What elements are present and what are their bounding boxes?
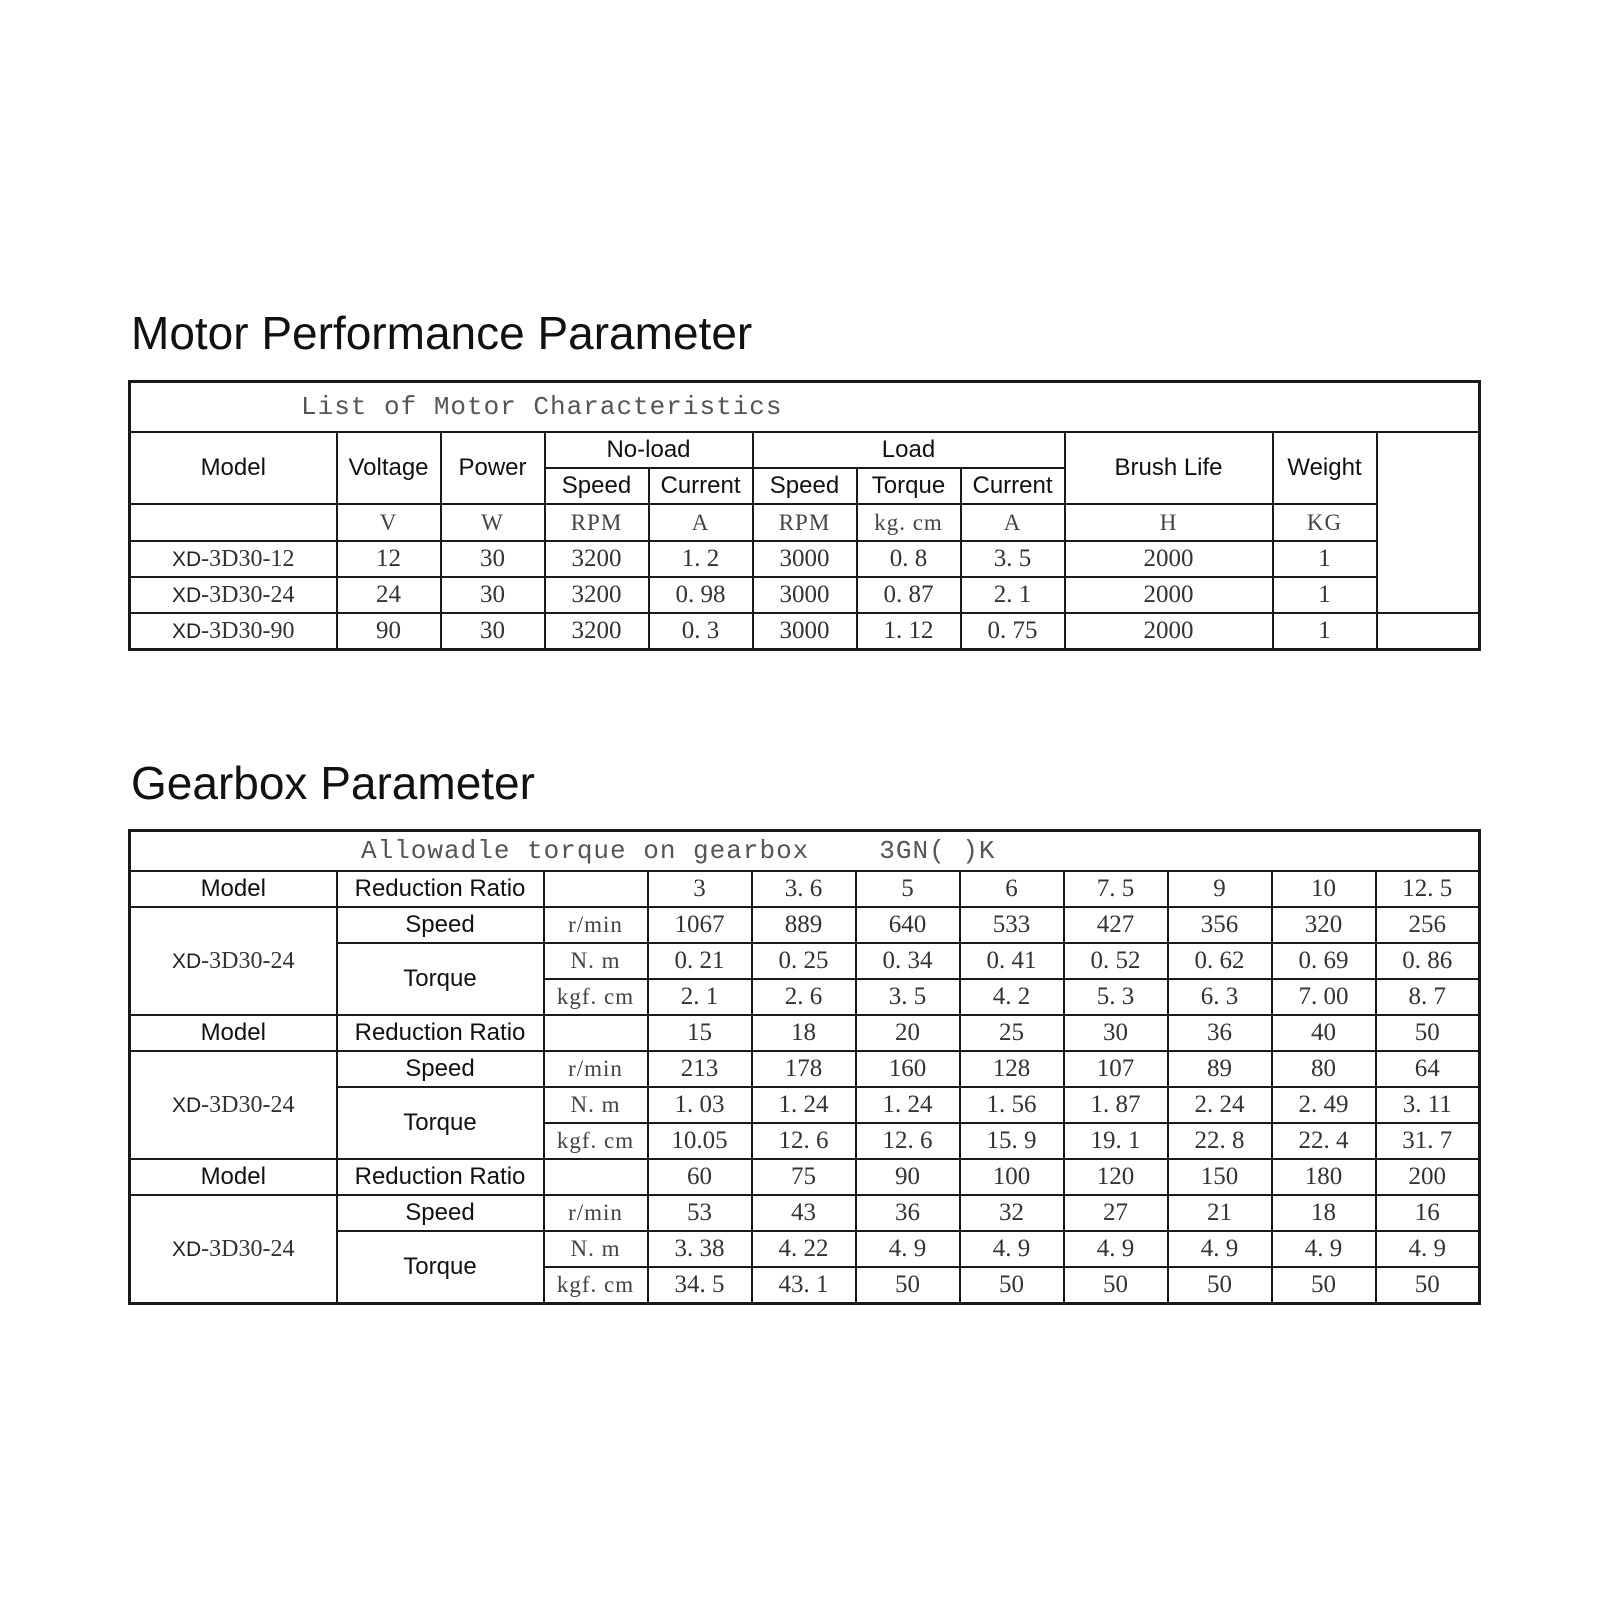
torque-nm-cell: 0. 21 (648, 943, 752, 979)
header-load: Load (753, 432, 1065, 468)
gearbox-table (128, 829, 1481, 1305)
blank-cell (1377, 613, 1480, 650)
ratio-cell: 200 (1376, 1159, 1480, 1195)
speed-cell: 21 (1168, 1195, 1272, 1231)
model-cell (130, 613, 337, 650)
torque-nm-cell: 1. 56 (960, 1087, 1064, 1123)
torque-kgf-cell: 6. 3 (1168, 979, 1272, 1015)
torque-nm-cell: 4. 9 (1376, 1231, 1480, 1267)
speed-cell: 27 (1064, 1195, 1168, 1231)
ratio-cell: 40 (1272, 1015, 1376, 1051)
gearbox-heading: Gearbox Parameter (131, 757, 535, 809)
reduction-ratio-label: Reduction Ratio (337, 1015, 544, 1051)
weight-cell: 1 (1273, 613, 1377, 650)
speed-cell: 889 (752, 907, 856, 943)
noload-current-cell: 0. 3 (649, 613, 753, 650)
noload-current-cell: 1. 2 (649, 541, 753, 577)
speed-cell: 80 (1272, 1051, 1376, 1087)
voltage-cell: 24 (337, 577, 441, 613)
speed-cell: 427 (1064, 907, 1168, 943)
torque-label: Torque (337, 943, 544, 1015)
speed-cell: 32 (960, 1195, 1064, 1231)
model-suffix: -3D30-24 (201, 1235, 295, 1262)
ratio-cell: 9 (1168, 871, 1272, 907)
torque-nm-cell: 0. 25 (752, 943, 856, 979)
motor-table-caption: List of Motor Characteristics (130, 382, 1480, 433)
load-torque-cell: 1. 12 (857, 613, 961, 650)
torque-label: Torque (337, 1087, 544, 1159)
header-voltage: Voltage (337, 432, 441, 504)
torque-kgf-cell: 7. 00 (1272, 979, 1376, 1015)
speed-cell: 43 (752, 1195, 856, 1231)
speed-cell: 256 (1376, 907, 1480, 943)
table-row (130, 541, 1480, 577)
load-torque-cell: 0. 87 (857, 577, 961, 613)
gearbox-table-caption (130, 831, 1480, 872)
speed-cell: 356 (1168, 907, 1272, 943)
torque-kgf-cell: 34. 5 (648, 1267, 752, 1304)
torque-kgf-cell: 12. 6 (752, 1123, 856, 1159)
torque-kgf-cell: 2. 6 (752, 979, 856, 1015)
unit-speed: r/min (544, 1195, 648, 1231)
voltage-cell: 12 (337, 541, 441, 577)
torque-nm-cell: 1. 87 (1064, 1087, 1168, 1123)
torque-nm-cell: 0. 41 (960, 943, 1064, 979)
torque-nm-cell: 4. 9 (1168, 1231, 1272, 1267)
table-row (130, 613, 1480, 650)
ratio-cell: 100 (960, 1159, 1064, 1195)
speed-cell: 89 (1168, 1051, 1272, 1087)
model-label: Model (130, 1159, 337, 1195)
header-noload-speed: Speed (545, 468, 649, 504)
reduction-ratio-row (130, 871, 1480, 907)
torque-kgf-cell: 50 (960, 1267, 1064, 1304)
power-cell: 30 (441, 541, 545, 577)
speed-cell: 36 (856, 1195, 960, 1231)
torque-nm-cell: 2. 49 (1272, 1087, 1376, 1123)
power-cell: 30 (441, 577, 545, 613)
power-cell: 30 (441, 613, 545, 650)
reduction-ratio-label: Reduction Ratio (337, 871, 544, 907)
ratio-cell: 75 (752, 1159, 856, 1195)
torque-kgf-cell: 50 (856, 1267, 960, 1304)
model-prefix: XD (171, 547, 202, 571)
ratio-cell: 20 (856, 1015, 960, 1051)
model-prefix: XD (171, 949, 202, 973)
torque-kgf-cell: 50 (1168, 1267, 1272, 1304)
voltage-cell: 90 (337, 613, 441, 650)
unit-speed: r/min (544, 1051, 648, 1087)
torque-kgf-cell: 2. 1 (648, 979, 752, 1015)
torque-kgf-cell: 43. 1 (752, 1267, 856, 1304)
torque-nm-cell: 4. 22 (752, 1231, 856, 1267)
header-load-torque: Torque (857, 468, 961, 504)
torque-kgf-cell: 31. 7 (1376, 1123, 1480, 1159)
model-prefix: XD (171, 1093, 202, 1117)
weight-cell: 1 (1273, 577, 1377, 613)
speed-row (130, 1195, 1480, 1231)
model-suffix: -3D30-24 (201, 1091, 295, 1118)
torque-kgf-cell: 12. 6 (856, 1123, 960, 1159)
model-label: Model (130, 871, 337, 907)
speed-cell: 320 (1272, 907, 1376, 943)
speed-row (130, 1051, 1480, 1087)
torque-nm-cell: 0. 86 (1376, 943, 1480, 979)
speed-cell: 64 (1376, 1051, 1480, 1087)
ratio-cell: 18 (752, 1015, 856, 1051)
unit-load-torque: kg. cm (857, 504, 961, 541)
torque-kgf-cell: 19. 1 (1064, 1123, 1168, 1159)
weight-cell: 1 (1273, 541, 1377, 577)
torque-nm-cell: 0. 34 (856, 943, 960, 979)
torque-kgf-cell: 22. 4 (1272, 1123, 1376, 1159)
header-noload-current: Current (649, 468, 753, 504)
torque-kgf-cell: 50 (1376, 1267, 1480, 1304)
unit-load-current: A (961, 504, 1065, 541)
header-model: Model (130, 432, 337, 504)
unit-blank (544, 1015, 648, 1051)
load-speed-cell: 3000 (753, 541, 857, 577)
model-cell (130, 907, 337, 1015)
ratio-cell: 180 (1272, 1159, 1376, 1195)
speed-cell: 533 (960, 907, 1064, 943)
header-weight: Weight (1273, 432, 1377, 504)
speed-cell: 18 (1272, 1195, 1376, 1231)
speed-label: Speed (337, 1195, 544, 1231)
model-label: Model (130, 1015, 337, 1051)
ratio-cell: 90 (856, 1159, 960, 1195)
speed-cell: 178 (752, 1051, 856, 1087)
speed-cell: 640 (856, 907, 960, 943)
table-row (130, 577, 1480, 613)
unit-nm: N. m (544, 943, 648, 979)
reduction-ratio-row (130, 1015, 1480, 1051)
torque-label: Torque (337, 1231, 544, 1304)
load-current-cell: 2. 1 (961, 577, 1065, 613)
speed-cell: 128 (960, 1051, 1064, 1087)
unit-kgf: kgf. cm (544, 1123, 648, 1159)
torque-nm-cell: 0. 69 (1272, 943, 1376, 979)
ratio-cell: 150 (1168, 1159, 1272, 1195)
torque-kgf-cell: 15. 9 (960, 1123, 1064, 1159)
model-suffix: -3D30-24 (201, 947, 295, 974)
ratio-cell: 10 (1272, 871, 1376, 907)
noload-current-cell: 0. 98 (649, 577, 753, 613)
unit-blank (544, 871, 648, 907)
ratio-cell: 7. 5 (1064, 871, 1168, 907)
model-suffix: -3D30-12 (201, 545, 295, 572)
load-current-cell: 0. 75 (961, 613, 1065, 650)
ratio-cell: 3 (648, 871, 752, 907)
speed-label: Speed (337, 907, 544, 943)
ratio-cell: 30 (1064, 1015, 1168, 1051)
torque-nm-cell: 3. 11 (1376, 1087, 1480, 1123)
model-cell (130, 1195, 337, 1304)
torque-nm-cell: 4. 9 (1272, 1231, 1376, 1267)
header-load-speed: Speed (753, 468, 857, 504)
unit-power: W (441, 504, 545, 541)
brush-life-cell: 2000 (1065, 541, 1273, 577)
torque-nm-cell: 1. 03 (648, 1087, 752, 1123)
reduction-ratio-label: Reduction Ratio (337, 1159, 544, 1195)
noload-speed-cell: 3200 (545, 613, 649, 650)
load-torque-cell: 0. 8 (857, 541, 961, 577)
model-prefix: XD (171, 619, 202, 643)
unit-noload-current: A (649, 504, 753, 541)
unit-nm: N. m (544, 1087, 648, 1123)
motor-performance-heading: Motor Performance Parameter (131, 307, 753, 359)
model-suffix: -3D30-90 (201, 617, 295, 644)
speed-cell: 213 (648, 1051, 752, 1087)
unit-kgf: kgf. cm (544, 1267, 648, 1304)
header-noload: No-load (545, 432, 753, 468)
ratio-cell: 15 (648, 1015, 752, 1051)
ratio-cell: 6 (960, 871, 1064, 907)
torque-kgf-cell: 50 (1064, 1267, 1168, 1304)
model-cell (130, 577, 337, 613)
ratio-cell: 50 (1376, 1015, 1480, 1051)
model-prefix: XD (171, 583, 202, 607)
speed-label: Speed (337, 1051, 544, 1087)
torque-nm-cell: 4. 9 (856, 1231, 960, 1267)
torque-kgf-cell: 8. 7 (1376, 979, 1480, 1015)
unit-weight: KG (1273, 504, 1377, 541)
model-cell (130, 541, 337, 577)
model-cell (130, 1051, 337, 1159)
torque-nm-cell: 3. 38 (648, 1231, 752, 1267)
torque-nm-cell: 1. 24 (752, 1087, 856, 1123)
torque-kgf-cell: 50 (1272, 1267, 1376, 1304)
unit-voltage: V (337, 504, 441, 541)
ratio-cell: 120 (1064, 1159, 1168, 1195)
unit-nm: N. m (544, 1231, 648, 1267)
unit-brush-life: H (1065, 504, 1273, 541)
speed-cell: 1067 (648, 907, 752, 943)
ratio-cell: 5 (856, 871, 960, 907)
unit-model-blank (130, 504, 337, 541)
unit-noload-speed: RPM (545, 504, 649, 541)
noload-speed-cell: 3200 (545, 541, 649, 577)
unit-speed: r/min (544, 907, 648, 943)
load-speed-cell: 3000 (753, 613, 857, 650)
motor-characteristics-table (128, 380, 1481, 651)
torque-kgf-cell: 4. 2 (960, 979, 1064, 1015)
ratio-cell: 12. 5 (1376, 871, 1480, 907)
brush-life-cell: 2000 (1065, 613, 1273, 650)
speed-cell: 53 (648, 1195, 752, 1231)
load-current-cell: 3. 5 (961, 541, 1065, 577)
ratio-cell: 3. 6 (752, 871, 856, 907)
model-prefix: XD (171, 1237, 202, 1261)
gearbox-caption-text: Allowadle torque on gearbox (361, 836, 810, 866)
torque-nm-cell: 2. 24 (1168, 1087, 1272, 1123)
speed-cell: 16 (1376, 1195, 1480, 1231)
unit-blank (544, 1159, 648, 1195)
torque-kgf-cell: 22. 8 (1168, 1123, 1272, 1159)
blank-column (1377, 432, 1480, 613)
unit-kgf: kgf. cm (544, 979, 648, 1015)
speed-cell: 107 (1064, 1051, 1168, 1087)
ratio-cell: 25 (960, 1015, 1064, 1051)
torque-kgf-cell: 10.05 (648, 1123, 752, 1159)
model-suffix: -3D30-24 (201, 581, 295, 608)
ratio-cell: 60 (648, 1159, 752, 1195)
gearbox-table-body (130, 871, 1480, 1304)
speed-row (130, 907, 1480, 943)
ratio-cell: 36 (1168, 1015, 1272, 1051)
torque-nm-cell: 4. 9 (960, 1231, 1064, 1267)
header-brush-life: Brush Life (1065, 432, 1273, 504)
torque-nm-cell: 0. 52 (1064, 943, 1168, 979)
gearbox-model-code: 3GN( )K (879, 836, 996, 866)
load-speed-cell: 3000 (753, 577, 857, 613)
header-load-current: Current (961, 468, 1065, 504)
brush-life-cell: 2000 (1065, 577, 1273, 613)
torque-kgf-cell: 3. 5 (856, 979, 960, 1015)
torque-nm-cell: 1. 24 (856, 1087, 960, 1123)
speed-cell: 160 (856, 1051, 960, 1087)
torque-nm-cell: 0. 62 (1168, 943, 1272, 979)
torque-nm-cell: 4. 9 (1064, 1231, 1168, 1267)
header-power: Power (441, 432, 545, 504)
noload-speed-cell: 3200 (545, 577, 649, 613)
torque-kgf-cell: 5. 3 (1064, 979, 1168, 1015)
unit-load-speed: RPM (753, 504, 857, 541)
reduction-ratio-row (130, 1159, 1480, 1195)
